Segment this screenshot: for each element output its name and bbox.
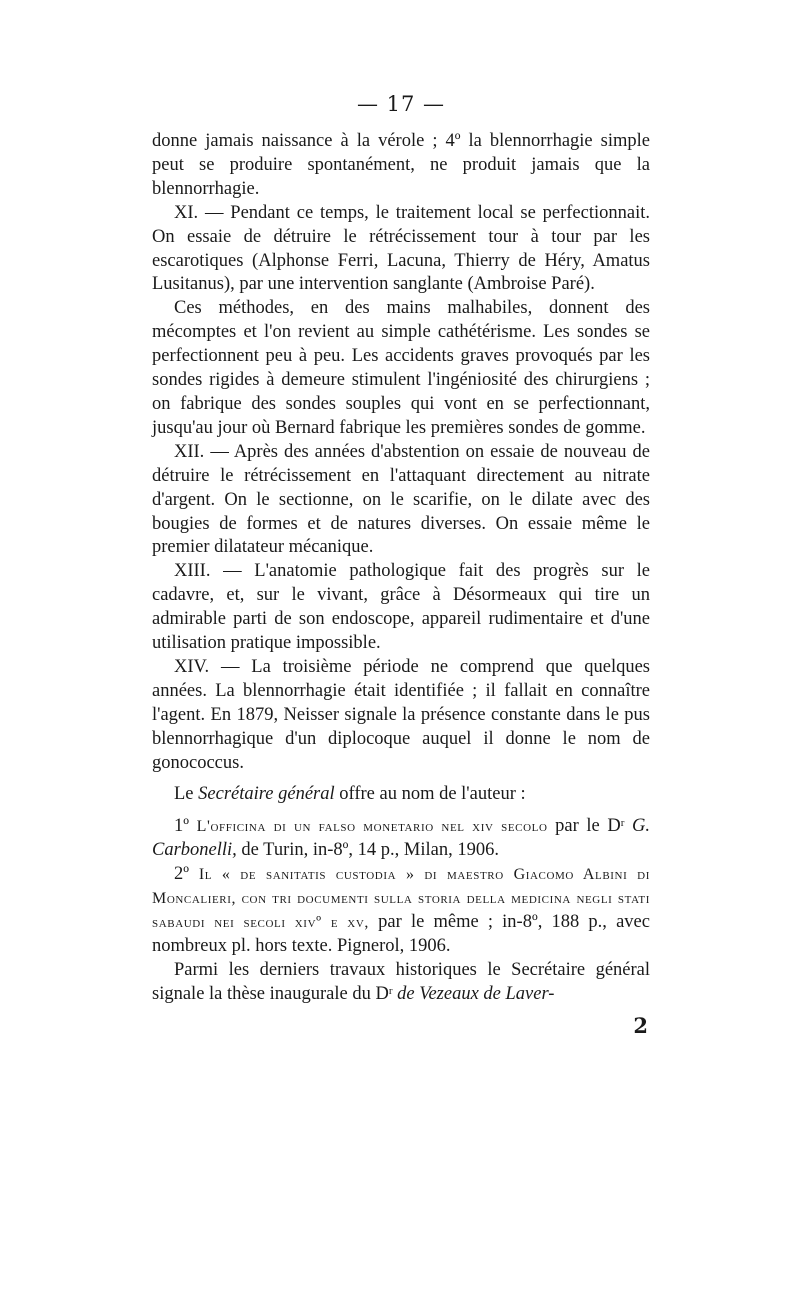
bibliography-item-1 <box>152 815 650 863</box>
section-xiii-paragraph: XIII. — L'anatomie pathologique fait des progrès sur le cadavre, et, sur le vivant, grâce à Désormeaux qui tire un admirable parti de son endoscope, appareil rudimentaire et d'une utilisation pratique impossible. <box>152 561 650 654</box>
item1-title: L'officina di un falso monetario nel xiv secolo <box>196 818 548 836</box>
section-xi-paragraph: XI. — Pendant ce temps, le traitement local se perfectionnait. On essaie de détruire le rétrécissement tour à tour par les escarotiques (Alphonse Ferri, Lacuna, Thierry de Héry, Amatus Lusitanus), par une intervention sanglante (Ambroise Paré). <box>152 202 650 295</box>
section-xii-paragraph: XII. — Après des années d'abstention on essaie de nouveau de détruire le rétrécissement en l'attaquant directement au nitrate d'argent. On le sectionne, on le scarifie, on le dilate avec des bougies de formes et de natures diverses. On essaie même le premier dilatateur mécanique. <box>152 441 650 558</box>
item2-title: Il « de sanitatis custodia » di maestro Giacomo Albini di Moncalieri, con tri documenti sulla storia della medicina negli stati sabaudi nei secoli xivº e xv, <box>152 866 650 931</box>
final-superscript: r <box>388 984 393 997</box>
secretary-title-italic: Secrétaire général <box>198 784 335 805</box>
methods-paragraph: Ces méthodes, en des mains malhabiles, donnent des mécomptes et l'on revient au simple cathétérisme. Les sondes se perfectionnent peu à peu. Les accidents graves provoqués par les sondes rigides à demeure stimulent l'ingéniosité des chirurgiens ; on fabrique des sondes souples qui vont en se perfectionnant, jusqu'au jour où Bernard fabrique les premières sondes de gomme. <box>152 298 650 438</box>
bibliography-item-2 <box>152 863 650 959</box>
signature-mark: 2 <box>633 1012 648 1038</box>
final-author-italic: de Vezeaux de Laver- <box>392 983 555 1004</box>
item1-number: 1º <box>174 816 197 837</box>
item1-author: G. Carbonelli, <box>152 816 650 861</box>
secretary-intro-end: offre au nom de l'auteur : <box>334 784 526 805</box>
item1-text-a: par le D <box>547 816 621 837</box>
page-header: — 17 — <box>356 92 446 116</box>
continuation-paragraph: donne jamais naissance à la vérole ; 4º la blennorrhagie simple peut se produire spontanément, ne produit jamais que la blennorrhagie. <box>152 131 650 199</box>
section-xiv-paragraph: XIV. — La troisième période ne comprend que quelques années. La blennorrhagie était identifiée ; il fallait en connaître l'agent. En 1879, Neisser signale la présence constante dans le pus blennorrhagique d'un diplocoque auquel il donne le nom de gonococcus. <box>152 656 650 773</box>
secretary-intro-start: Le <box>174 784 199 805</box>
final-text-a: Parmi les derniers travaux historiques le Secrétaire général signale la thèse inaugurale du D <box>152 959 650 1004</box>
document-page <box>152 92 650 1038</box>
item1-text-b: de Turin, in-8º, 14 p., Milan, 1906. <box>236 840 499 861</box>
item1-superscript: r <box>620 817 625 830</box>
item2-number: 2º <box>174 864 199 885</box>
secretary-intro-paragraph <box>152 783 650 807</box>
final-paragraph <box>152 959 650 1007</box>
item2-text-b: par le même ; in-8º, 188 p., avec nombreux pl. hors texte. Pignerol, 1906. <box>152 912 650 956</box>
